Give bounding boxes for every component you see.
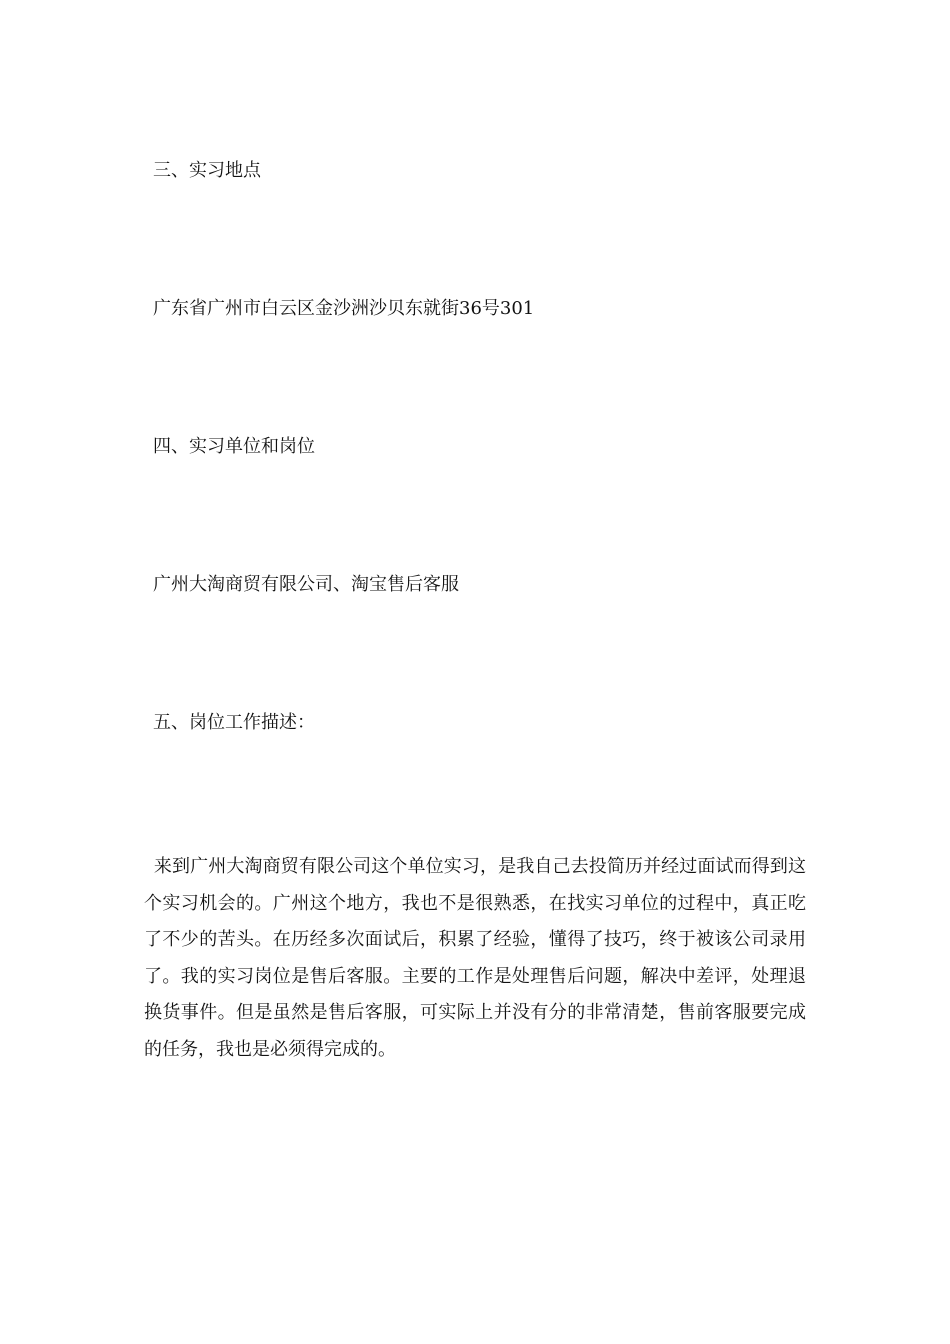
- section-heading-location: 三、实习地点: [153, 160, 261, 181]
- location-address: 广东省广州市白云区金沙洲沙贝东就街36号301: [153, 298, 535, 319]
- unit-position-text: 广州大淘商贸有限公司、淘宝售后客服: [153, 574, 459, 595]
- section-heading-unit-position: 四、实习单位和岗位: [153, 436, 315, 457]
- job-description-text: 来到广州大淘商贸有限公司这个单位实习，是我自己去投简历并经过面试而得到这个实习机会的。广州这个地方，我也不是很熟悉，在找实习单位的过程中，真正吃了不少的苦头。在历经多次面试后，积累了经验，懂得了技巧，终于被该公司录用了。我的实习岗位是售后客服。主要的工作是处理售后问题，解决中差评，处理退换货事件。但是虽然是售后客服，可实际上并没有分的非常清楚，售前客服要完成的任务，我也是必须得完成的。: [144, 856, 806, 1060]
- section-heading-job-description: 五、岗位工作描述：: [153, 712, 315, 733]
- job-description-paragraph: [144, 849, 806, 1068]
